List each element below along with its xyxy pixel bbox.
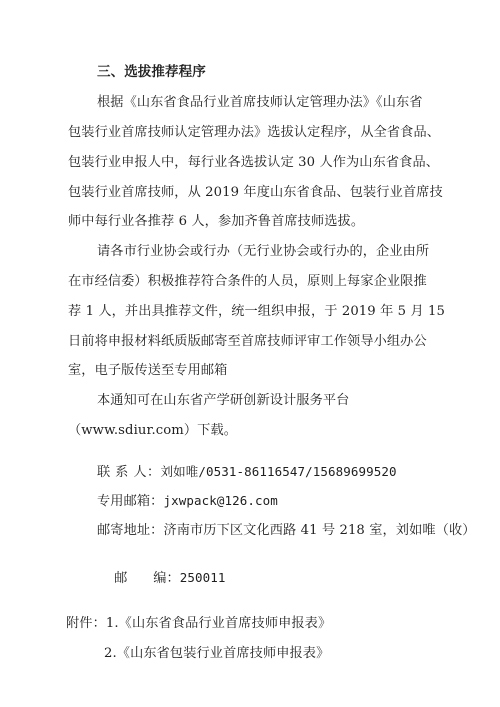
postcode-row: [97, 551, 226, 606]
postcode-value: 250011: [179, 570, 226, 585]
address-row: [97, 522, 476, 540]
attachment-item-2: 2.《山东省包装行业首席技师申报表》: [104, 646, 330, 661]
paragraph2-line3: 荐 1 人，并出具推荐文件，统一组织申报，于 2019 年 5 月 15: [68, 304, 446, 319]
attachment-label: 附件：: [66, 616, 106, 631]
paragraph1-line2: 包装行业首席技师认定管理办法》选拔认定程序，从全省食品、: [68, 125, 441, 140]
paragraph2-line1: 请各市行业协会或行办（无行业协会或行办的，企业由所: [97, 244, 430, 259]
section-heading: 三、选拔推荐程序: [97, 64, 206, 80]
paragraph1-line1: 根据《山东省食品行业首席技师认定管理办法》《山东省: [97, 95, 423, 110]
paragraph2-line2: 在市经信委）积极推荐符合条件的人员，原则上每家企业限推: [68, 274, 427, 289]
paragraph2-line5: 室，电子版传送至专用邮箱: [68, 363, 228, 378]
contact-person-row: [97, 463, 397, 482]
address-value: 济南市历下区文化西路 41 号 218 室，刘如唯（收）: [163, 523, 476, 538]
postcode-label: 邮 编：: [114, 571, 180, 586]
contact-person-value: 刘如唯/0531-86116547/15689699520: [160, 464, 397, 479]
paragraph1-line5: 师中每行业各推荐 6 人，参加齐鲁首席技师选拔。: [68, 214, 365, 229]
email-value: jxwpack@126.com: [163, 493, 278, 508]
attachment-row-1: [66, 615, 331, 633]
paragraph3-line2: （www.sdiur.com）下载。: [68, 423, 238, 438]
paragraph1-line3: 包装行业申报人中，每行业各选拔认定 30 人作为山东省食品、: [68, 155, 440, 170]
email-row: [97, 492, 278, 511]
contact-person-label: 联 系 人：: [97, 465, 161, 480]
paragraph2-line4: 日前将申报材料纸质版邮寄至首席技师评审工作领导小组办公: [68, 334, 427, 349]
address-label: 邮寄地址：: [97, 523, 164, 538]
attachment-item-1: 1.《山东省食品行业首席技师申报表》: [105, 616, 332, 631]
email-label: 专用邮箱：: [97, 494, 164, 509]
paragraph1-line4: 包装行业首席技师，从 2019 年度山东省食品、包装行业首席技: [68, 185, 443, 200]
paragraph3-line1: 本通知可在山东省产学研创新设计服务平台: [97, 393, 350, 408]
